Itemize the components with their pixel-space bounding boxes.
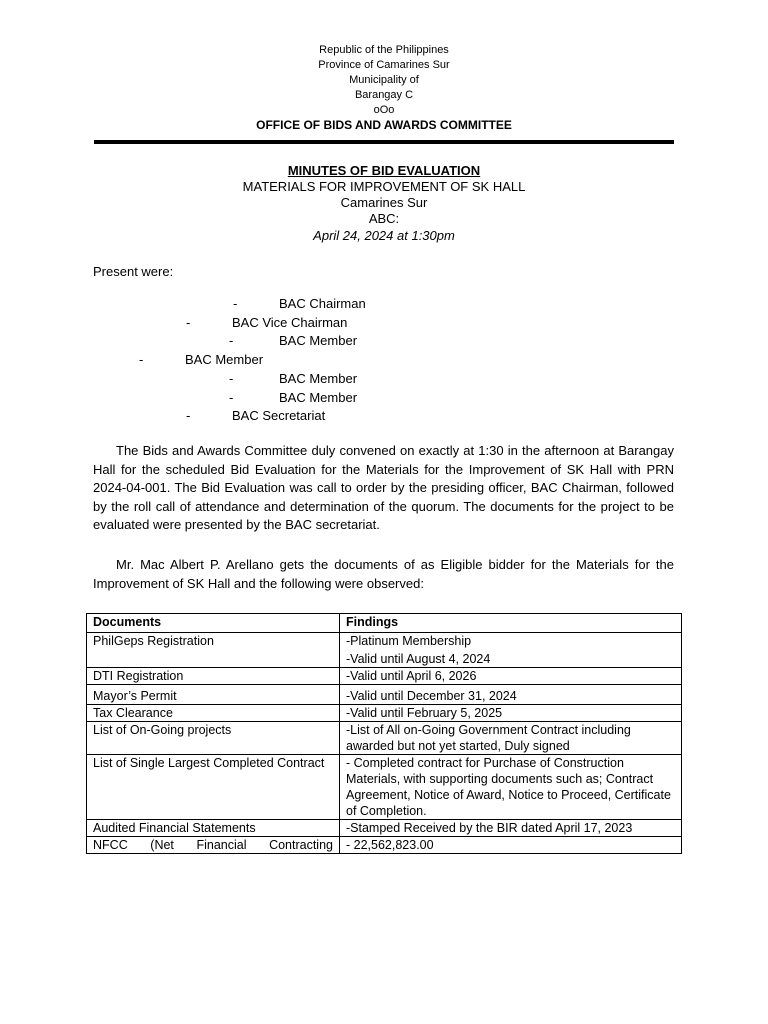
header-ornament: oOo [373,104,395,116]
document-cell: Audited Financial Statements [87,820,340,837]
attendee-role: BAC Member [279,371,358,386]
findings-cell [340,837,682,854]
documents-table [86,613,682,854]
table-row [87,837,682,854]
header-line-republic: Republic of the Philippines [319,44,449,56]
finding-line: -Valid until August 4, 2024 [346,652,491,666]
attendee-dash: - [186,408,191,423]
table-header-row [87,614,682,633]
table-row [87,705,682,722]
finding-line: - Completed contract for Purchase of Construction Materials, with supporting documents such as; Contract Agreement, Notice of Award, Notice to Proceed, Certificate of Completion. [346,756,671,818]
header-divider [94,140,674,144]
finding-line: -Platinum Membership [346,634,472,648]
table-row [87,755,682,820]
document-cell: Mayor’s Permit [87,685,340,705]
present-label: Present were: [93,264,174,279]
table-row [87,722,682,755]
eligibility-paragraph: Mr. Mac Albert P. Arellano gets the documents of as Eligible bidder for the Materials for the Improvement of SK Hall and the following were observed: [93,557,674,591]
findings-cell [340,668,682,685]
attendee-role: BAC Member [279,333,358,348]
minutes-title: MINUTES OF BID EVALUATION [287,163,481,178]
table-row [87,668,682,685]
table-row [87,633,682,668]
project-name: MATERIALS FOR IMPROVEMENT OF SK HALL [242,179,526,194]
attendee-role: BAC Member [279,390,358,405]
meeting-date: April 24, 2024 at 1:30pm [313,228,455,243]
document-cell: PhilGeps Registration [87,633,340,668]
attendee-role: BAC Secretariat [232,408,326,423]
nfcc-value: - 22,562,823.00 [346,838,434,852]
table-row [87,685,682,705]
attendee-role: BAC Chairman [279,296,366,311]
header-line-barangay: Barangay C [354,89,414,101]
findings-cell [340,685,682,705]
nfcc-word: (Net [150,838,174,852]
table-row [87,820,682,837]
findings-cell [340,722,682,755]
header-findings: Findings [340,614,682,633]
finding-line: -Valid until February 5, 2025 [346,706,503,720]
nfcc-label [93,837,333,853]
convening-paragraph: The Bids and Awards Committee duly convened on exactly at 1:30 in the afternoon at Barangay Hall for the scheduled Bid Evaluation for the Materials for the Improvement of SK Hall with PRN 2024-04-001. The Bid Evaluation was call to order by the presiding officer, BAC Chairman, followed by the roll call of attendance and determination of the quorum. The documents for the project to be evaluated were presented by the BAC secretariat. [93,443,674,533]
attendee-dash: - [229,333,234,348]
abc-label: ABC: [368,211,400,226]
header-documents: Documents [87,614,340,633]
findings-cell [340,633,682,668]
nfcc-word: NFCC [93,838,128,852]
findings-cell [340,820,682,837]
nfcc-word: Contracting [269,838,333,852]
finding-line: -Valid until April 6, 2026 [346,669,477,683]
attendee-dash: - [229,371,234,386]
document-cell: Tax Clearance [87,705,340,722]
attendee-dash: - [186,315,191,330]
attendee-dash: - [233,296,238,311]
document-cell [87,837,340,854]
attendee-role: BAC Member [185,352,264,367]
office-title: OFFICE OF BIDS AND AWARDS COMMITTEE [256,118,512,132]
finding-line: -List of All on-Going Government Contract including awarded but not yet started, Duly signed [346,723,631,753]
document-cell: List of On-Going projects [87,722,340,755]
project-location: Camarines Sur [340,195,428,210]
finding-line: -Stamped Received by the BIR dated April 17, 2023 [346,821,633,835]
finding-line: -Valid until December 31, 2024 [346,689,517,703]
attendee-role: BAC Vice Chairman [232,315,348,330]
document-cell: List of Single Largest Completed Contract [87,755,340,820]
findings-cell [340,755,682,820]
nfcc-word: Financial [196,838,247,852]
document-cell: DTI Registration [87,668,340,685]
header-line-municipality: Municipality of [349,74,419,86]
attendee-dash: - [139,352,144,367]
findings-cell [340,705,682,722]
header-line-province: Province of Camarines Sur [318,59,450,71]
attendee-dash: - [229,390,234,405]
